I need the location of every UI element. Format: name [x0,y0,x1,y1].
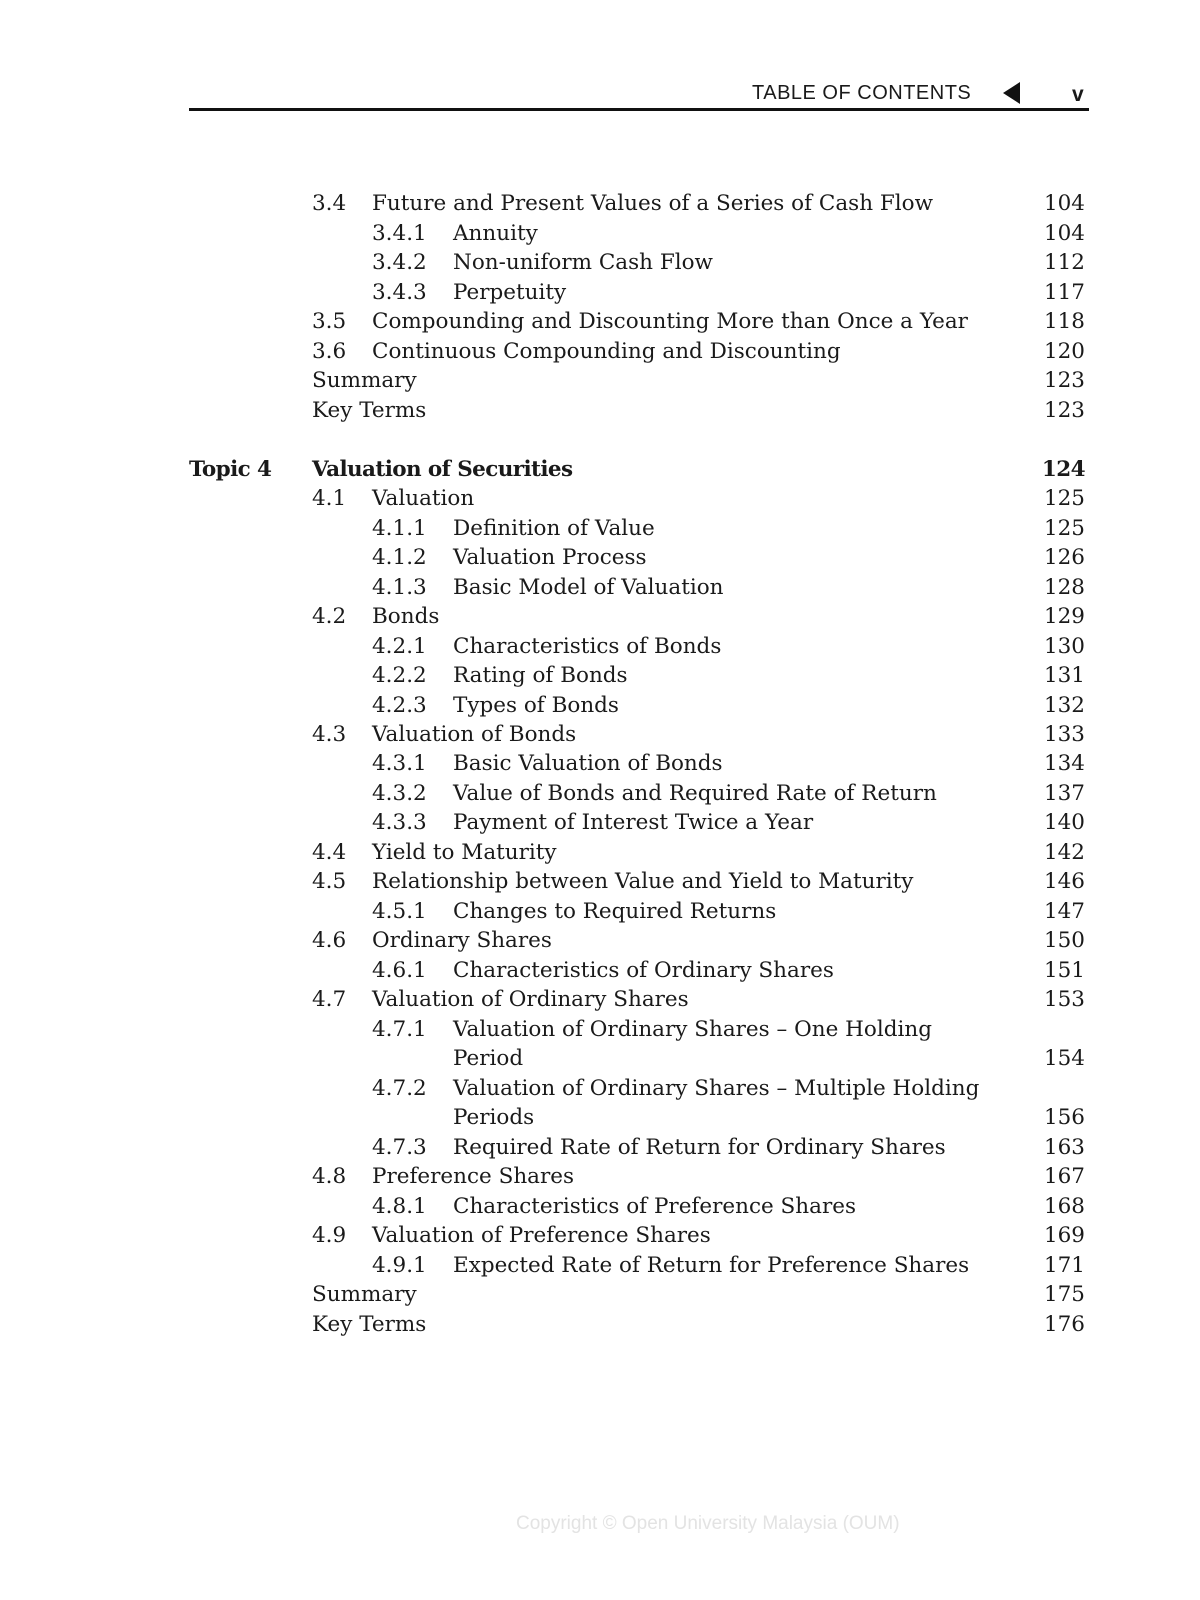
toc-section-number: 4.2.3 [372,693,427,718]
toc-entry-title: Payment of Interest Twice a Year [453,810,814,835]
toc-page-number: 112 [1043,250,1085,275]
toc-entry-title: Valuation [372,486,475,511]
toc-entry [0,779,1200,809]
toc-entry-title: Characteristics of Ordinary Shares [453,958,834,983]
toc-section-number: 3.6 [312,339,347,364]
toc-section-number: 4.1 [312,486,347,511]
toc-page-number: 125 [1043,486,1085,511]
toc-section-number: 4.8 [312,1164,347,1189]
toc-entry-title: Valuation of Bonds [372,722,577,747]
toc-entry-title: Valuation of Ordinary Shares – Multiple Holding [453,1076,980,1101]
toc-entry-title: Ordinary Shares [372,928,552,953]
toc-page-number: 123 [1043,368,1085,393]
toc-section-number: 4.2 [312,604,347,629]
toc-entry [0,867,1200,897]
toc-topic-row [0,455,1200,485]
toc-page-number: 117 [1043,280,1085,305]
toc-section-number: 3.5 [312,309,347,334]
toc-entry [0,661,1200,691]
toc-page-number: 134 [1043,751,1085,776]
toc-entry [0,956,1200,986]
toc-page-number: 133 [1043,722,1085,747]
toc-section-number: 4.7.2 [372,1076,427,1101]
toc-entry-title: Characteristics of Preference Shares [453,1194,856,1219]
toc-page-number: 125 [1043,516,1085,541]
toc-entry [0,720,1200,750]
toc-page-number: 126 [1043,545,1085,570]
toc-entry [0,278,1200,308]
toc-section-number: 4.7 [312,987,347,1012]
toc-entry-title: Summary [312,368,417,393]
toc-entry-title: Preference Shares [372,1164,575,1189]
toc-page-number: 120 [1043,339,1085,364]
toc-entry-title: Basic Model of Valuation [453,575,724,600]
toc-page-number: 146 [1043,869,1085,894]
toc-page-number: 153 [1043,987,1085,1012]
toc-section-number: 4.1.3 [372,575,427,600]
toc-entry [0,985,1200,1015]
toc-entry-title: Bonds [372,604,440,629]
toc-entry [0,749,1200,779]
toc-section-number: 4.3.3 [372,810,427,835]
toc-section-number: 4.6.1 [372,958,427,983]
toc-page-number: 151 [1043,958,1085,983]
toc-section-number: 4.7.3 [372,1135,427,1160]
toc-entry [0,808,1200,838]
toc-entry-title: Key Terms [312,1312,427,1337]
toc-section-number: 4.5.1 [372,899,427,924]
toc-section-number: 3.4.1 [372,221,427,246]
toc-entry-title: Perpetuity [453,280,567,305]
toc-entry-title: Annuity [453,221,538,246]
toc-entry [0,366,1200,396]
toc-section-number: 4.6 [312,928,347,953]
toc-entry-title: Value of Bonds and Required Rate of Return [453,781,937,806]
toc-page-number: 142 [1043,840,1085,865]
toc-entry [0,1044,1200,1074]
toc-section-number: 4.1.1 [372,516,427,541]
toc-entry-title: Types of Bonds [453,693,619,718]
toc-page-number: 150 [1043,928,1085,953]
toc-page-number: 156 [1043,1105,1085,1130]
toc-page-number: 123 [1043,398,1085,423]
toc-section-number: 4.9 [312,1223,347,1248]
running-header-title: TABLE OF CONTENTS [752,82,972,104]
toc-section-number: 4.5 [312,869,347,894]
toc-entry [0,1251,1200,1281]
toc-entry-title: Valuation of Ordinary Shares [372,987,689,1012]
toc-entry [0,1133,1200,1163]
toc-entry-title: Basic Valuation of Bonds [453,751,723,776]
toc-entry [0,926,1200,956]
toc-page-number: 175 [1043,1282,1085,1307]
toc-entry-title: Yield to Maturity [372,840,557,865]
toc-entry [0,484,1200,514]
toc-page-number: 118 [1043,309,1085,334]
toc-section-number: 3.4 [312,191,347,216]
toc-entry [0,573,1200,603]
toc-entry [0,1103,1200,1133]
toc-entry-title: Periods [453,1105,535,1130]
toc-entry-title: Expected Rate of Return for Preference Shares [453,1253,970,1278]
toc-entry [0,543,1200,573]
toc-page-number: 104 [1043,221,1085,246]
toc-entry-title: Future and Present Values of a Series of Cash Flow [372,191,934,216]
toc-page-number: 128 [1043,575,1085,600]
toc-section-number: 4.7.1 [372,1017,427,1042]
toc-page-number: 154 [1043,1046,1085,1071]
toc-entry [0,1162,1200,1192]
toc-page-number: 104 [1043,191,1085,216]
toc-entry [0,1221,1200,1251]
left-triangle-icon [1003,82,1020,104]
toc-entry [0,897,1200,927]
toc-entry-title: Period [453,1046,524,1071]
toc-entry-title: Summary [312,1282,417,1307]
toc-page-number: 124 [1041,457,1085,482]
toc-entry [0,632,1200,662]
toc-page-number: 169 [1043,1223,1085,1248]
copyright-watermark: Copyright © Open University Malaysia (OUM) [516,1513,900,1534]
toc-entry-title: Changes to Required Returns [453,899,777,924]
toc-entry-title: Compounding and Discounting More than Once a Year [372,309,968,334]
toc-entry [0,1074,1200,1104]
toc-entry-title: Valuation of Ordinary Shares – One Holding [453,1017,932,1042]
toc-page-number: 163 [1043,1135,1085,1160]
toc-page-number: 171 [1043,1253,1085,1278]
toc-section-number: 3.4.3 [372,280,427,305]
toc-section-number: 4.1.2 [372,545,427,570]
toc-entry [0,1015,1200,1045]
toc-section-number: 4.3 [312,722,347,747]
header-rule [189,108,1089,111]
toc-section-number: 4.2.2 [372,663,427,688]
toc-entry-title: Non-uniform Cash Flow [453,250,713,275]
toc-entry-title: Rating of Bonds [453,663,628,688]
toc-page-number: 129 [1043,604,1085,629]
toc-page-number: 131 [1043,663,1085,688]
toc-entry-title: Characteristics of Bonds [453,634,722,659]
toc-page-number: 167 [1043,1164,1085,1189]
toc-entry [0,602,1200,632]
toc-entry [0,189,1200,219]
toc-section-number: 4.3.2 [372,781,427,806]
toc-section-number: 4.9.1 [372,1253,427,1278]
toc-topic-label: Topic 4 [189,457,272,482]
toc-entry-title: Definition of Value [453,516,655,541]
toc-entry-title: Key Terms [312,398,427,423]
toc-entry-title: Relationship between Value and Yield to Maturity [372,869,914,894]
toc-entry [0,838,1200,868]
toc-entry [0,1310,1200,1340]
toc-entry [0,307,1200,337]
toc-entry-title: Valuation Process [453,545,647,570]
toc-page-number: 130 [1043,634,1085,659]
toc-entry-title: Valuation of Securities [312,457,573,482]
toc-section-number: 4.3.1 [372,751,427,776]
toc-entry-title: Continuous Compounding and Discounting [372,339,841,364]
toc-page-number: 147 [1043,899,1085,924]
toc-entry [0,1280,1200,1310]
toc-page-number: 176 [1043,1312,1085,1337]
toc-entry [0,248,1200,278]
toc-section-number: 4.2.1 [372,634,427,659]
toc-page-number: 132 [1043,693,1085,718]
toc-entry [0,691,1200,721]
toc-entry-title: Required Rate of Return for Ordinary Shares [453,1135,946,1160]
toc-page-number: 168 [1043,1194,1085,1219]
toc-section-number: 3.4.2 [372,250,427,275]
toc-page-number: 140 [1043,810,1085,835]
toc-page-number: 137 [1043,781,1085,806]
toc-section-number: 4.4 [312,840,347,865]
toc-entry [0,219,1200,249]
toc-entry [0,396,1200,426]
page-number: v [1072,83,1084,106]
toc-entry [0,1192,1200,1222]
toc-entry [0,514,1200,544]
toc-entry [0,337,1200,367]
toc-section-number: 4.8.1 [372,1194,427,1219]
toc-entry-title: Valuation of Preference Shares [372,1223,711,1248]
